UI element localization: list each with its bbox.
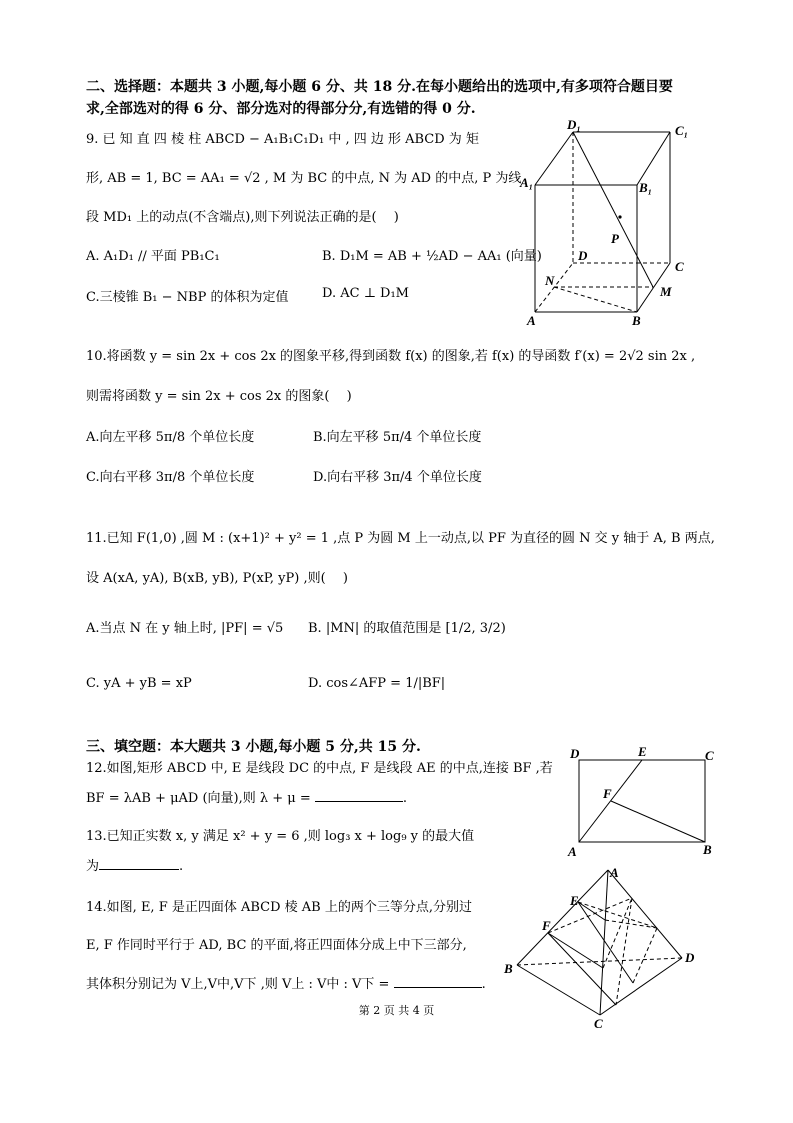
q9-stem-line3: 段 MD₁ 上的动点(不含端点),则下列说法正确的是( ) <box>86 210 399 225</box>
q9-prism-figure <box>515 115 705 330</box>
q9-label-b: B <box>632 313 641 328</box>
q12-label-f: F <box>603 786 612 801</box>
q13-stem-line2-end: . <box>179 859 184 874</box>
page-footer: 第 2 页 共 4 页 <box>358 1004 435 1017</box>
q11-option-c: C. yA + yB = xP <box>86 676 192 691</box>
q14-label-e: E <box>570 893 579 908</box>
q12-label-e: E <box>638 744 647 759</box>
q12-answer-blank[interactable] <box>315 789 403 802</box>
q9-label-p: P <box>611 231 619 246</box>
section3-heading: 三、填空题：本大题共 3 小题,每小题 5 分,共 15 分. <box>86 739 421 755</box>
q14-label-a: A <box>610 865 619 880</box>
q9-label-c: C <box>675 259 684 274</box>
q9-option-c: C.三棱锥 B₁ − NBP 的体积为定值 <box>86 290 289 305</box>
q11-option-d: D. cos∠AFP = 1/|BF| <box>308 676 446 691</box>
q10-stem-line1: 10.将函数 y = sin 2x + cos 2x 的图象平移,得到函数 f(x) 的图象,若 f(x) 的导函数 f′(x) = 2√2 sin 2x , <box>86 349 696 364</box>
q9-label-m: M <box>660 284 672 299</box>
q9-option-a: A. A₁D₁ // 平面 PB₁C₁ <box>86 249 220 264</box>
q12-rectangle-figure <box>565 742 725 857</box>
q10-option-d: D.向右平移 3π/4 个单位长度 <box>313 470 482 485</box>
q13-stem-line2 <box>86 855 183 874</box>
q12-stem-line1: 12.如图,矩形 ABCD 中, E 是线段 DC 的中点, F 是线段 AE 的中点,连接 BF ,若 <box>86 761 553 776</box>
q14-label-b: B <box>504 961 513 976</box>
section2-heading-line2: 求,全部选对的得 6 分、部分选对的得部分分,有选错的得 0 分. <box>86 101 476 117</box>
q10-option-a: A.向左平移 5π/8 个单位长度 <box>86 430 255 445</box>
q14-stem-line2: E, F 作同时平行于 AD, BC 的平面,将正四面体分成上中下三部分, <box>86 938 467 953</box>
q14-answer-blank[interactable] <box>394 975 482 988</box>
q12-stem-line2-text: BF = λAB + μAD (向量),则 λ + μ = <box>86 791 311 806</box>
q14-stem-line3 <box>86 973 486 992</box>
q13-stem-line1: 13.已知正实数 x, y 满足 x² + y = 6 ,则 log₃ x + log₉ y 的最大值 <box>86 829 475 844</box>
q10-option-b: B.向左平移 5π/4 个单位长度 <box>313 430 482 445</box>
q9-stem-line1: 9. 已 知 直 四 棱 柱 ABCD − A₁B₁C₁D₁ 中 , 四 边 形 ABCD 为 矩 <box>86 132 479 147</box>
q12-stem-line2 <box>86 787 407 806</box>
q9-point-p-dot <box>618 215 621 218</box>
q11-stem-line2: 设 A(xA, yA), B(xB, yB), P(xP, yP) ,则( ) <box>86 571 348 586</box>
q9-stem-line2: 形, AB = 1, BC = AA₁ = √2 , M 为 BC 的中点, N 为 AD 的中点, P 为线 <box>86 171 522 186</box>
q14-label-c: C <box>594 1016 603 1031</box>
q9-label-d: D <box>578 248 588 263</box>
q14-label-d: D <box>685 950 695 965</box>
q13-answer-blank[interactable] <box>99 857 179 870</box>
q9-option-b: B. D₁M = AB + ½AD − AA₁ (向量) <box>322 249 542 264</box>
q14-label-f: F <box>542 918 551 933</box>
q11-option-b: B. |MN| 的取值范围是 [1/2, 3/2) <box>308 621 506 636</box>
q9-option-d: D. AC ⊥ D₁M <box>322 286 409 301</box>
q9-label-a1: A₁ <box>520 175 534 190</box>
q11-option-a: A.当点 N 在 y 轴上时, |PF| = √5 <box>86 621 284 636</box>
q9-label-c1: C₁ <box>675 123 689 138</box>
section2-heading-line1: 二、选择题：本题共 3 小题,每小题 6 分、共 18 分.在每小题给出的选项中,有多项符合题目要 <box>86 79 673 95</box>
q12-stem-line2-end: . <box>402 791 408 806</box>
q9-label-b1: B₁ <box>639 180 653 195</box>
q9-label-a: A <box>527 313 536 328</box>
q12-label-a: A <box>568 844 577 859</box>
q10-option-c: C.向右平移 3π/8 个单位长度 <box>86 470 255 485</box>
q12-label-d: D <box>570 746 580 761</box>
q13-stem-line2-text: 为 <box>86 859 100 874</box>
q10-stem-line2: 则需将函数 y = sin 2x + cos 2x 的图象( ) <box>86 389 352 404</box>
q12-label-c: C <box>705 748 714 763</box>
q9-label-n: N <box>545 273 555 288</box>
q9-label-d1: D₁ <box>567 117 581 132</box>
q14-stem-line3-end: . <box>481 977 486 992</box>
q11-stem-line1: 11.已知 F(1,0) ,圆 M : (x+1)² + y² = 1 ,点 P 为圆 M 上一动点,以 PF 为直径的圆 N 交 y 轴于 A, B 两点, <box>86 531 715 546</box>
q14-stem-line3-text: 其体积分别记为 V上,V中,V下 ,则 V上 : V中 : V下 = <box>86 977 390 992</box>
q14-stem-line1: 14.如图, E, F 是正四面体 ABCD 棱 AB 上的两个三等分点,分别过 <box>86 900 473 915</box>
q12-label-b: B <box>703 842 712 857</box>
